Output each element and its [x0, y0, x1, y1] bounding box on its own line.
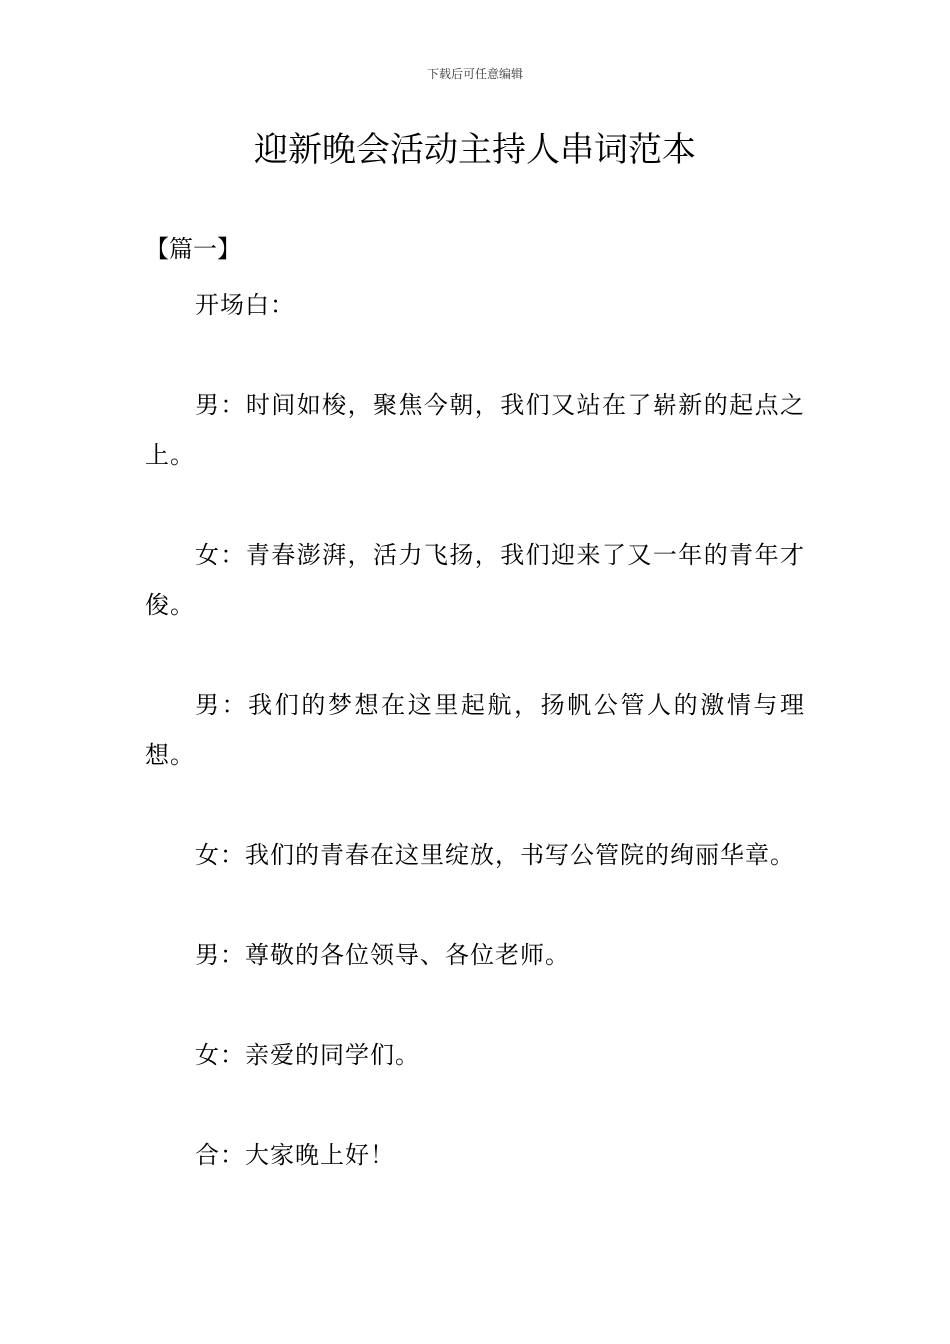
section-label: 【篇一】 — [145, 235, 241, 263]
paragraph: 合：大家晚上好！ — [195, 1141, 395, 1169]
paragraph-opening: 开场白： — [195, 291, 295, 319]
paragraph: 男：尊敬的各位领导、各位老师。 — [195, 941, 570, 969]
paragraph: 男：我们的梦想在这里起航，扬帆公管人的激情与理想。 — [145, 691, 805, 769]
paragraph: 女：我们的青春在这里绽放，书写公管院的绚丽华章。 — [195, 841, 795, 869]
paragraph: 男：时间如梭，聚焦今朝，我们又站在了崭新的起点之上。 — [145, 391, 805, 469]
document-body — [145, 280, 805, 1180]
paragraph: 女：青春澎湃，活力飞扬，我们迎来了又一年的青年才俊。 — [145, 541, 805, 619]
document-title: 迎新晚会活动主持人串词范本 — [254, 130, 696, 170]
paragraph: 女：亲爱的同学们。 — [195, 1041, 420, 1069]
header-watermark: 下载后可任意编辑 — [426, 67, 523, 81]
